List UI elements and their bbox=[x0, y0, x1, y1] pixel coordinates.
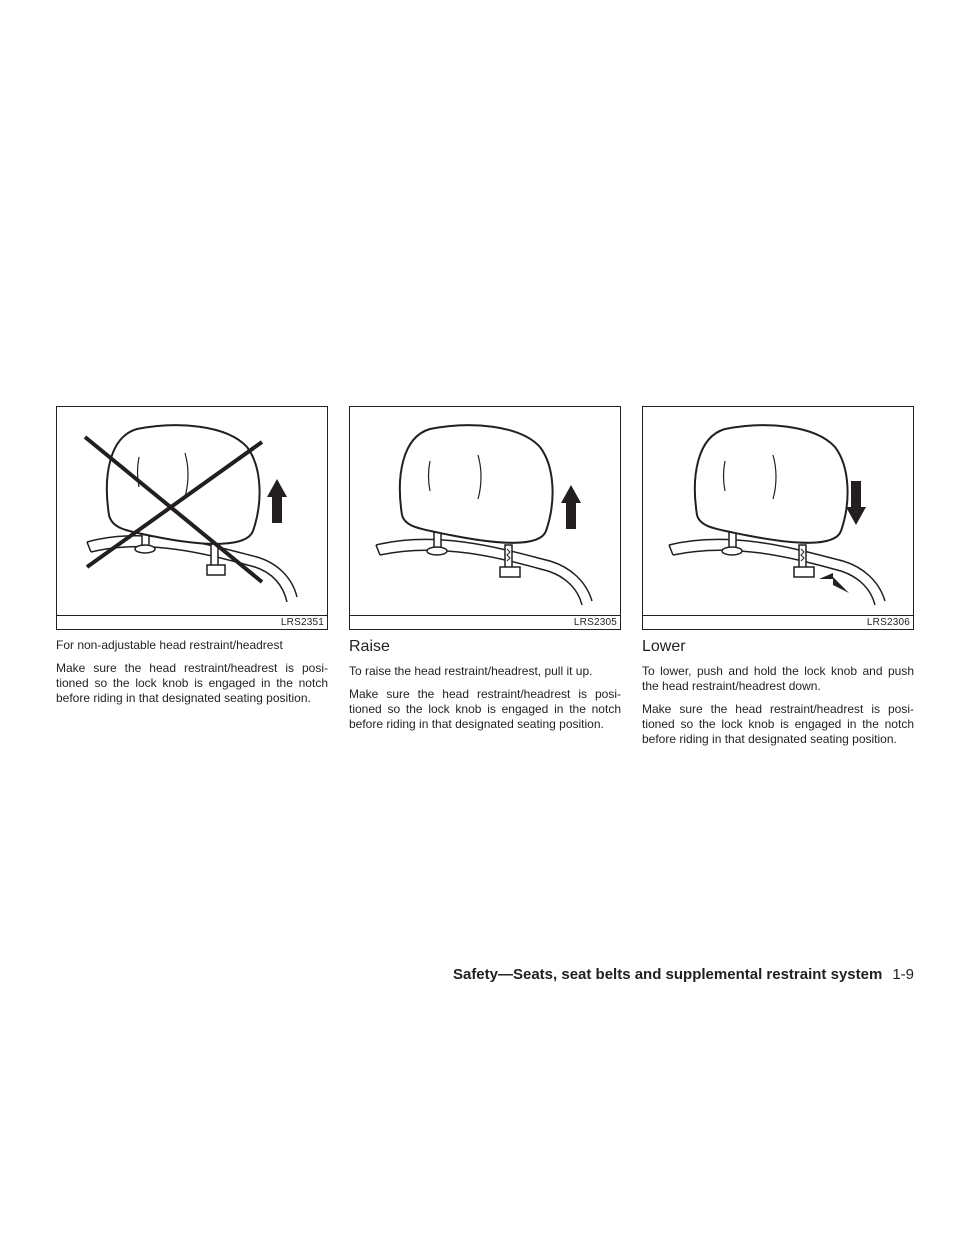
headrest-icon bbox=[643, 407, 913, 629]
subcaption: For non-adjustable head restraint/headrest bbox=[56, 638, 283, 652]
figure-lower bbox=[642, 406, 914, 630]
push-arrow-icon bbox=[819, 573, 849, 593]
paragraph: To raise the head restraint/headrest, pull it up. bbox=[349, 664, 593, 678]
figure-rule bbox=[57, 615, 327, 616]
paragraph: Make sure the head restraint/headrest is posi-tioned so the lock knob is engaged in the notch before riding in that designated seating position. bbox=[642, 702, 914, 746]
figure-rule bbox=[350, 615, 620, 616]
up-arrow-icon bbox=[561, 485, 581, 529]
figure-code: LRS2305 bbox=[573, 617, 617, 628]
page-number: 1-9 bbox=[892, 966, 914, 983]
paragraph: Make sure the head restraint/headrest is posi-tioned so the lock knob is engaged in the notch before riding in that designated seating position. bbox=[349, 687, 621, 731]
footer-section-title: Safety—Seats, seat belts and supplemental restraint system bbox=[452, 966, 883, 983]
column-non-adjustable bbox=[56, 406, 328, 706]
figure-code: LRS2306 bbox=[866, 617, 910, 628]
figure-rule bbox=[643, 615, 913, 616]
up-arrow-icon bbox=[267, 479, 287, 523]
column-raise bbox=[349, 406, 621, 732]
column-lower bbox=[642, 406, 914, 747]
down-arrow-icon bbox=[846, 481, 866, 525]
page-footer bbox=[453, 966, 914, 984]
headrest-icon bbox=[350, 407, 620, 629]
figure-non-adjustable bbox=[56, 406, 328, 630]
section-heading-lower: Lower bbox=[642, 638, 686, 655]
figure-raise bbox=[349, 406, 621, 630]
paragraph: Make sure the head restraint/headrest is posi-tioned so the lock knob is engaged in the notch before riding in that designated seating position. bbox=[56, 661, 328, 705]
figure-code: LRS2351 bbox=[280, 617, 324, 628]
section-heading-raise: Raise bbox=[349, 638, 390, 655]
paragraph: To lower, push and hold the lock knob and push the head restraint/headrest down. bbox=[642, 664, 914, 693]
headrest-icon bbox=[57, 407, 327, 629]
